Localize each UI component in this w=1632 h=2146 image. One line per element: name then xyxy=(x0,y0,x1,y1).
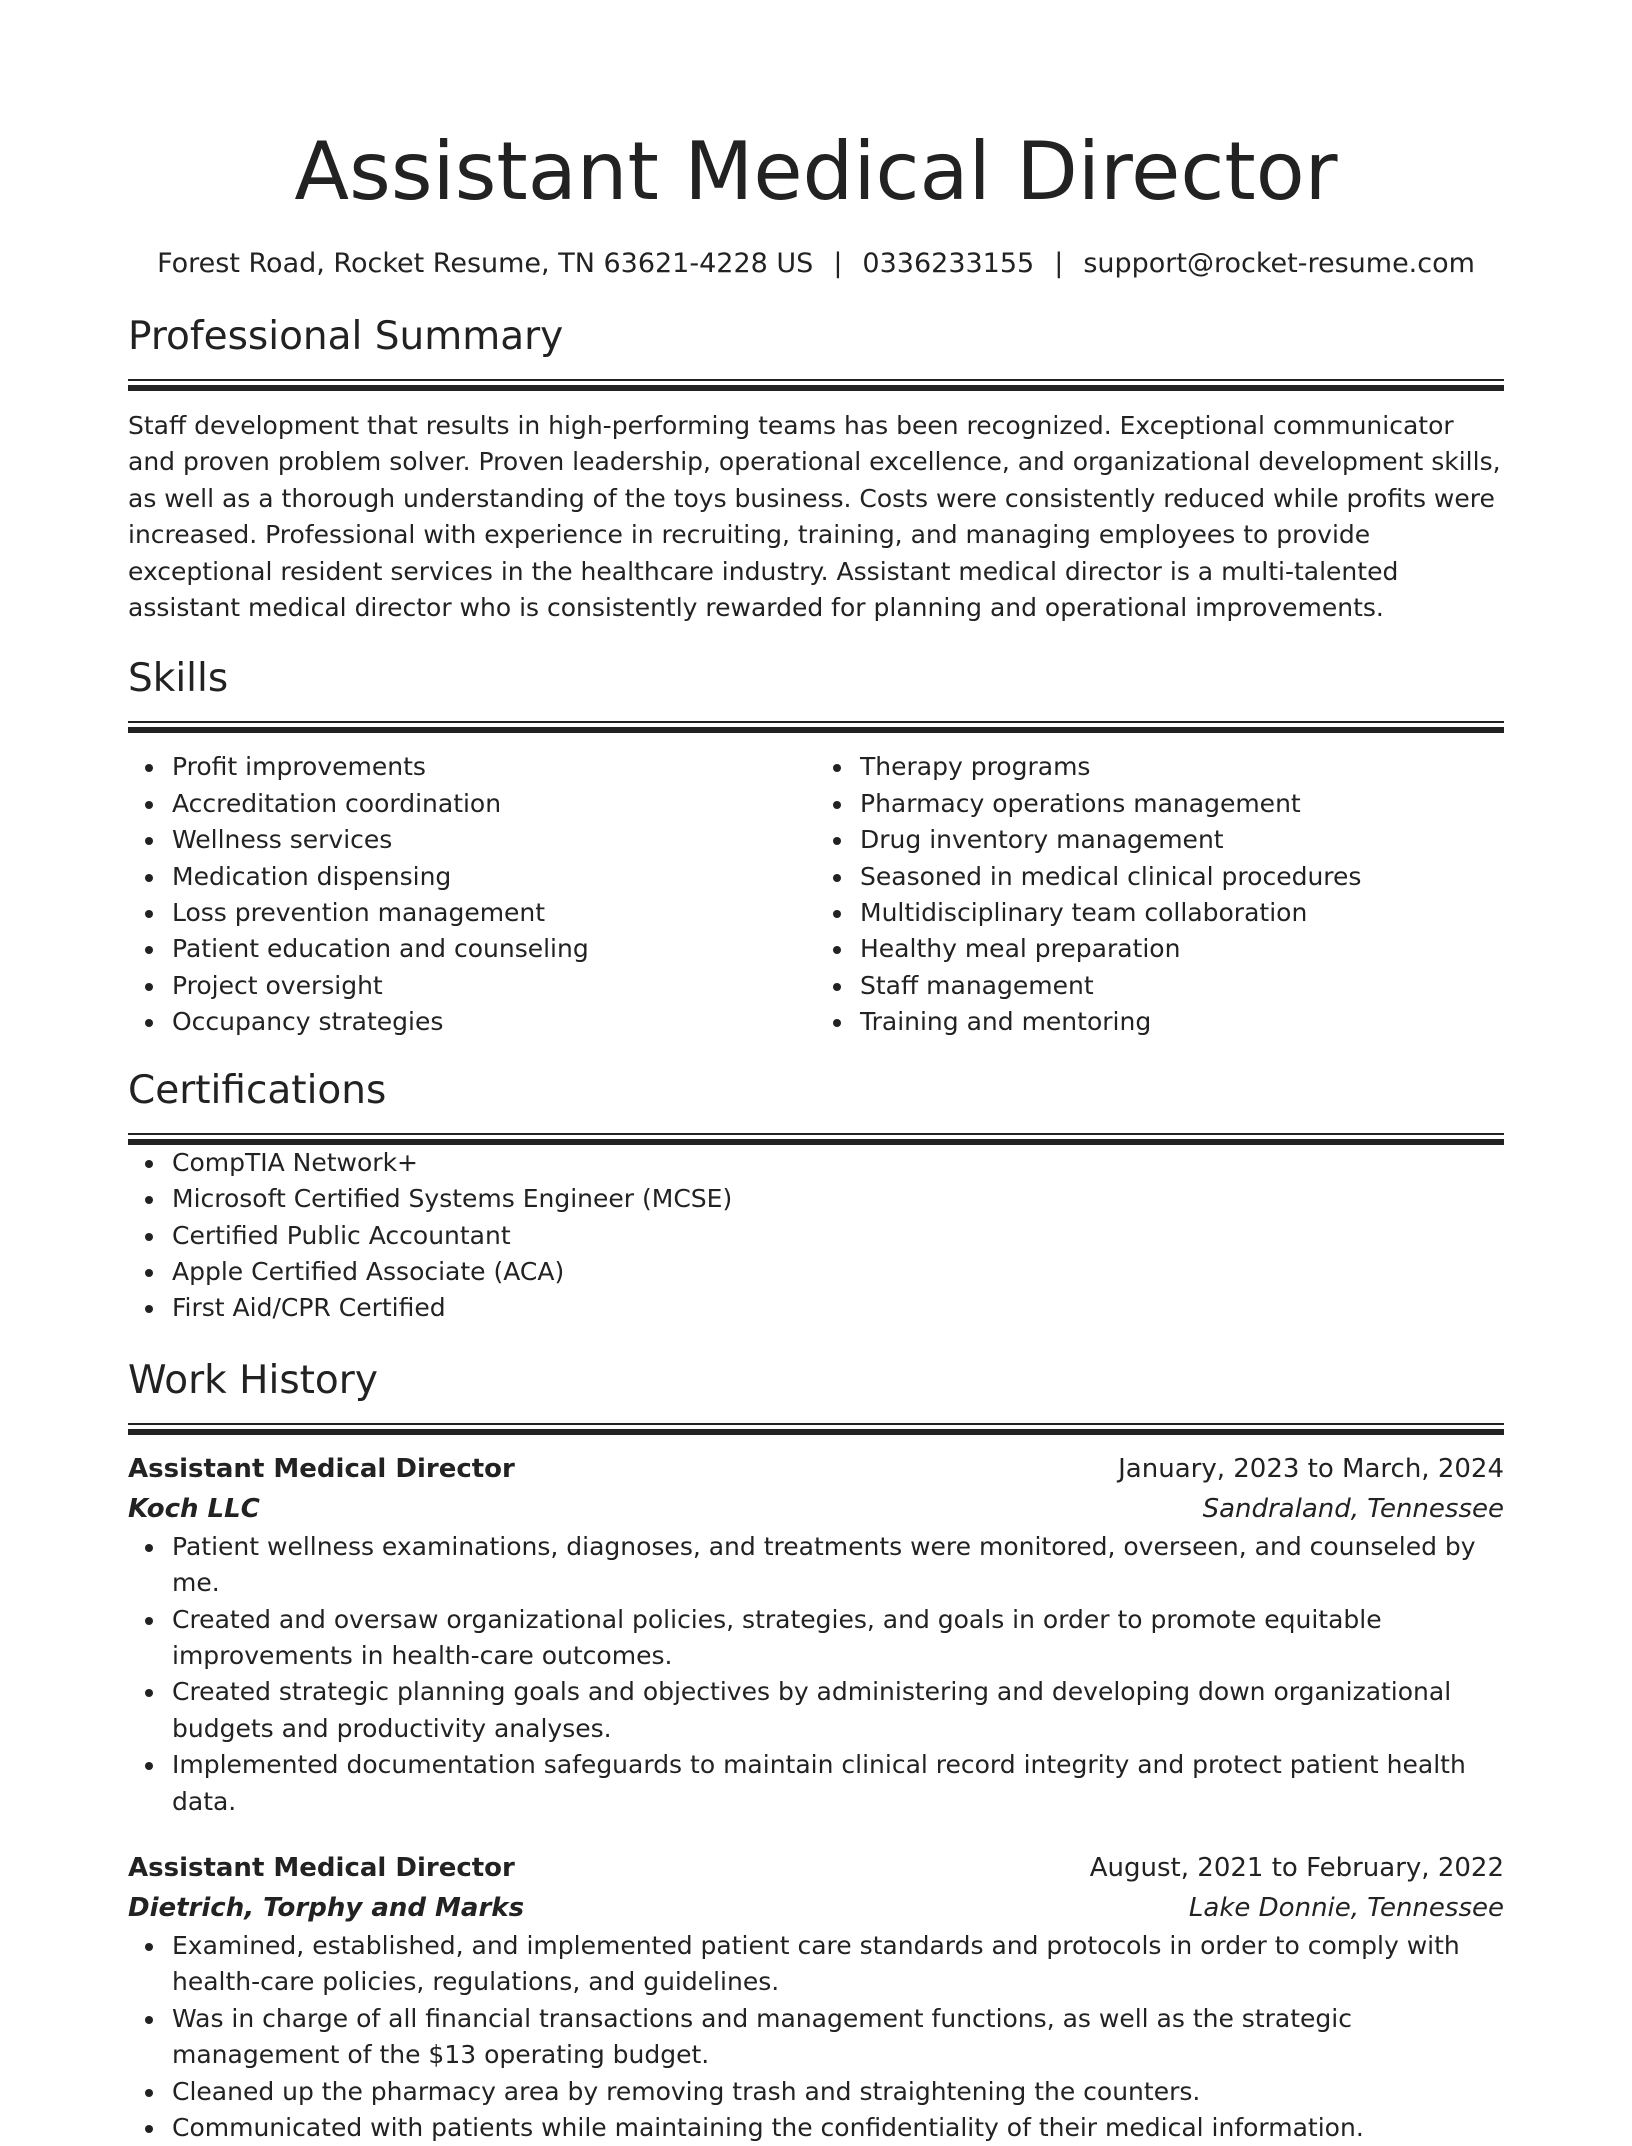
skills-section xyxy=(128,651,1504,1040)
contact-address: Forest Road, Rocket Resume, TN 63621-4228 US xyxy=(157,248,814,279)
job-dates: January, 2023 to March, 2024 xyxy=(1118,1453,1504,1484)
certifications-heading: Certifications xyxy=(128,1067,387,1113)
skill-item: Seasoned in medical clinical procedures xyxy=(816,859,1504,895)
job-duty: Cleaned up the pharmacy area by removing trash and straightening the counters. xyxy=(128,2074,1504,2110)
job-header-row xyxy=(128,1848,1504,1888)
skills-heading: Skills xyxy=(128,656,229,702)
job-duty: Created and oversaw organizational policies, strategies, and goals in order to promote equitable improvements in health-care outcomes. xyxy=(128,1602,1504,1675)
job-entry xyxy=(128,1449,1504,1820)
job-duty: Patient wellness examinations, diagnoses, and treatments were monitored, overseen, and counseled by me. xyxy=(128,1529,1504,1602)
summary-heading: Professional Summary xyxy=(128,314,564,359)
job-duty: Was in charge of all financial transactions and management functions, as well as the strategic management of the $13 operating budget. xyxy=(128,2001,1504,2074)
job-location: Lake Donnie, Tennessee xyxy=(1188,1892,1504,1923)
skills-grid xyxy=(128,749,1504,1040)
skill-item: Occupancy strategies xyxy=(128,1004,816,1040)
job-entry xyxy=(128,1848,1504,2146)
contact-separator: | xyxy=(833,248,843,279)
certification-item: First Aid/CPR Certified xyxy=(128,1290,1504,1326)
job-duty: Implemented documentation safeguards to maintain clinical record integrity and protect patient health data. xyxy=(128,1747,1504,1820)
certification-item: Certified Public Accountant xyxy=(128,1218,1504,1254)
certifications-section xyxy=(128,1063,1504,1327)
job-company: Dietrich, Torphy and Marks xyxy=(128,1892,525,1923)
certification-item: Microsoft Certified Systems Engineer (MCSE) xyxy=(128,1181,1504,1217)
skill-item: Loss prevention management xyxy=(128,895,816,931)
certification-item: CompTIA Network+ xyxy=(128,1145,1504,1181)
job-company-row xyxy=(128,1489,1504,1529)
skill-item: Pharmacy operations management xyxy=(816,786,1504,822)
job-location: Sandraland, Tennessee xyxy=(1202,1493,1504,1524)
contact-line xyxy=(128,244,1504,284)
skill-item: Drug inventory management xyxy=(816,822,1504,858)
skill-item: Project oversight xyxy=(128,968,816,1004)
job-duty: Communicated with patients while maintaining the confidentiality of their medical information. xyxy=(128,2110,1504,2146)
skill-item: Staff management xyxy=(816,968,1504,1004)
skills-right-column xyxy=(816,749,1504,1040)
work-history-heading: Work History xyxy=(128,1357,378,1403)
job-company-row xyxy=(128,1888,1504,1928)
skill-item: Healthy meal preparation xyxy=(816,931,1504,967)
section-divider xyxy=(128,721,1504,733)
contact-phone: 0336233155 xyxy=(862,248,1035,279)
resume-title: Assistant Medical Director xyxy=(294,125,1338,218)
skill-item: Therapy programs xyxy=(816,749,1504,785)
job-header-row xyxy=(128,1449,1504,1489)
job-duties-list xyxy=(128,1928,1504,2146)
job-duty: Created strategic planning goals and objectives by administering and developing down organizational budgets and productivity analyses. xyxy=(128,1674,1504,1747)
work-history-section xyxy=(128,1353,1504,2146)
section-divider xyxy=(128,1133,1504,1145)
job-company: Koch LLC xyxy=(128,1493,260,1524)
skill-item: Patient education and counseling xyxy=(128,931,816,967)
contact-email: support@rocket-resume.com xyxy=(1083,248,1475,279)
skill-item: Medication dispensing xyxy=(128,859,816,895)
job-duties-list xyxy=(128,1529,1504,1820)
section-divider xyxy=(128,1423,1504,1435)
certifications-list xyxy=(128,1145,1504,1327)
certification-item: Apple Certified Associate (ACA) xyxy=(128,1254,1504,1290)
contact-separator: | xyxy=(1054,248,1064,279)
job-dates: August, 2021 to February, 2022 xyxy=(1089,1852,1504,1883)
job-duty: Examined, established, and implemented patient care standards and protocols in order to comply with health-care policies, regulations, and guidelines. xyxy=(128,1928,1504,2001)
skill-item: Wellness services xyxy=(128,822,816,858)
skill-item: Accreditation coordination xyxy=(128,786,816,822)
summary-text: Staff development that results in high-performing teams has been recognized. Exceptional communicator and proven problem solver. Proven leadership, operational excellence, and organizational development skills, as well as a thorough understanding of the toys business. Costs were consistently reduced while profits were increased. Professional with experience in recruiting, training, and managing employees to provide exceptional resident services in the healthcare industry. Assistant medical director is a multi-talented assistant medical director who is consistently rewarded for planning and operational improvements. xyxy=(128,411,1501,623)
section-divider xyxy=(128,379,1504,391)
skill-item: Profit improvements xyxy=(128,749,816,785)
summary-section xyxy=(128,309,1504,626)
job-title: Assistant Medical Director xyxy=(128,1852,515,1883)
skill-item: Multidisciplinary team collaboration xyxy=(816,895,1504,931)
skills-left-column xyxy=(128,749,816,1040)
job-title: Assistant Medical Director xyxy=(128,1453,515,1484)
skill-item: Training and mentoring xyxy=(816,1004,1504,1040)
